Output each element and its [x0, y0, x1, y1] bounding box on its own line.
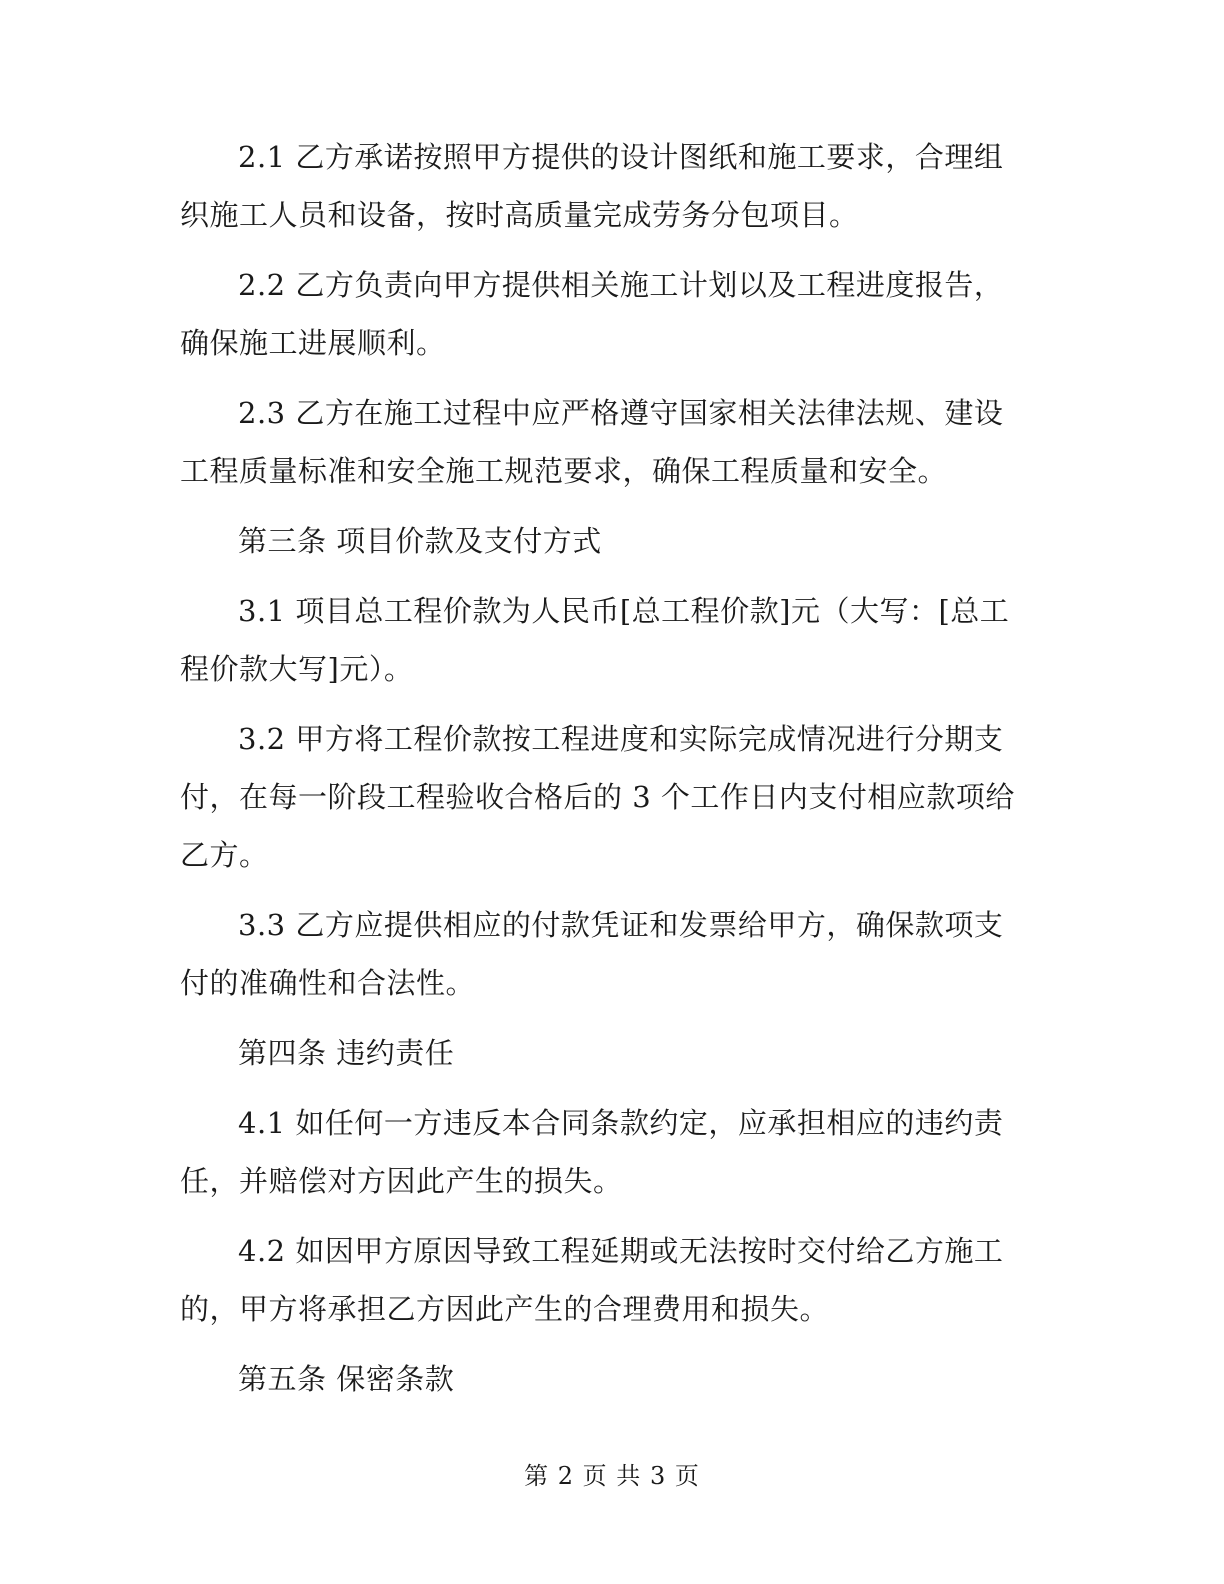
document-body [180, 128, 1030, 1420]
clause-2-2: 2.2 乙方负责向甲方提供相关施工计划以及工程进度报告，确保施工进展顺利。 [180, 268, 1004, 360]
clause-3-3: 3.3 乙方应提供相应的付款凭证和发票给甲方，确保款项支付的准确性和合法性。 [180, 908, 1004, 1000]
clause-4-1: 4.1 如任何一方违反本合同条款约定，应承担相应的违约责任，并赔偿对方因此产生的损失。 [180, 1106, 1004, 1198]
clause-3-2: 3.2 甲方将工程价款按工程进度和实际完成情况进行分期支付，在每一阶段工程验收合格后的 3 个工作日内支付相应款项给乙方。 [180, 722, 1015, 872]
clause-2-3: 2.3 乙方在施工过程中应严格遵守国家相关法律法规、建设工程质量标准和安全施工规范要求，确保工程质量和安全。 [180, 396, 1004, 488]
clause-3-1: 3.1 项目总工程价款为人民币[总工程价款]元（大写：[总工程价款大写]元）。 [180, 594, 1010, 686]
clause-4-2: 4.2 如因甲方原因导致工程延期或无法按时交付给乙方施工的，甲方将承担乙方因此产生的合理费用和损失。 [180, 1234, 1004, 1326]
article-4-heading: 第四条 违约责任 [238, 1036, 455, 1070]
article-3-heading: 第三条 项目价款及支付方式 [238, 524, 602, 558]
page-number-footer: 第 2 页 共 3 页 [524, 1462, 700, 1490]
clause-2-1: 2.1 乙方承诺按照甲方提供的设计图纸和施工要求，合理组织施工人员和设备，按时高质量完成劳务分包项目。 [180, 140, 1004, 232]
article-5-heading: 第五条 保密条款 [238, 1362, 455, 1396]
